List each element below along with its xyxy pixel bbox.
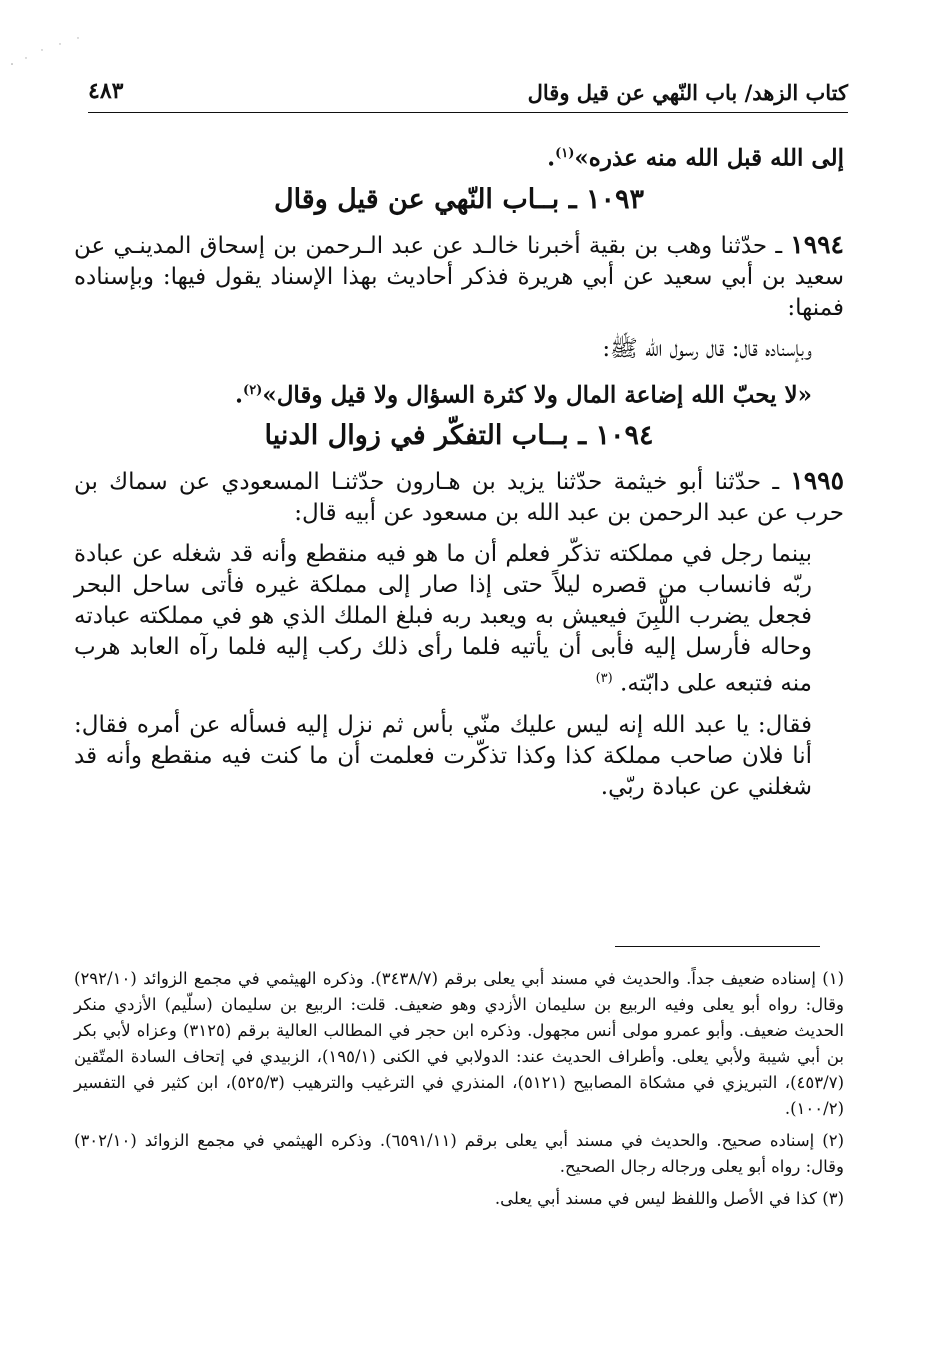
opening-line: إلى الله قبل الله منه عذره»$^{(١)}$. <box>547 144 844 172</box>
footnote-text: إسناده ضعيف جداً. والحديث في مسند أبي يعلى برقم (٣٤٣٨/٧). وذكره الهيثمي في مجمع الزوائد (٢٩٢/١٠) وقال: رواه أبو يعلى وفيه الربيع بن سليمان الأزدي وهو ضعيف. قلت: الربيع بن سليمان (سلّيم) الأزدي منكر الحديث ضعيف. وأبو عمرو مولى أنس مجهول. وذكره ابن حجر في المطالب العالية برقم (٣١٢٥) وعزاه لأبي بكر بن أبي شيبة ولأبي يعلى. وأطراف الحديث عند: الدولابي في الكنى (١٩٥/١)، الزبيدي في إتحاف السادة المتّقين (٤٥٣/٧)، التبريزي في مشكاة المصابيح (٥١٢١)، المنذري في الترغيب والترهيب (٥٢٥/٣)، ابن كثير في التفسير (١٠٠/٢). <box>74 969 844 1118</box>
footnote-3 <box>74 1186 844 1212</box>
footnote-2 <box>74 1128 844 1180</box>
hadith-1995: ١٩٩٥ ـ حدّثنا أبو خيثمة حدّثنا يزيد بن هـارون حدّثنـا المسعودي عن سماك بن حرب عن عبد الرحمن بن عبد الله بن مسعود عن أبيه قال: <box>74 466 844 527</box>
chapter-number: ١٠٩٤ <box>595 420 654 452</box>
footnote-text: إسناده صحيح. والحديث في مسند أبي يعلى برقم (٦٥٩١/١١). وذكره الهيثمي في مجمع الزوائد (٣٠٢/١٠) وقال: رواه أبو يعلى ورجاله رجال الصحيح. <box>74 1131 844 1176</box>
scan-speckle <box>8 28 88 68</box>
chapter-title: بــاب النّهي عن قيل وقال <box>273 183 560 215</box>
hadith-text: حدّثنا وهب بن بقية أخبرنا خالـد عن عبد الـرحمن بن إسحاق المدينـي عن سعيد بن أبي سعيد عن أبي هريرة فذكر أحاديث بهذا الإسناد يقول فيها: وبإسناده فمنها: <box>74 232 844 321</box>
page-number: ٤٨٣ <box>88 78 124 104</box>
footnote-ref-2: (٢) <box>243 382 263 398</box>
chapter-heading-1093: ١٠٩٣ ـ بــاب النّهي عن قيل وقال <box>273 183 645 215</box>
footnote-label: (٣) <box>822 1189 844 1208</box>
hadith-1995-para2: فقال: يا عبد الله إنه ليس عليك منّي بأس ثم نزل إليه فسأله عن أمره فقال: أنا فلان صاحب مملكة كذا وكذا تذكّرت فعلمت أن ما كنت فيه منقطع وأنه قد شغلني عن عبادة ربّي. <box>74 711 812 800</box>
page-header <box>88 78 848 113</box>
hadith-1994: ١٩٩٤ ـ حدّثنا وهب بن بقية أخبرنا خالـد عن عبد الـرحمن بن إسحاق المدينـي عن سعيد بن أبي سعيد عن أبي هريرة فذكر أحاديث بهذا الإسناد يقول فيها: وبإسناده فمنها: <box>74 229 844 321</box>
chapter-number: ١٠٩٣ <box>586 183 645 215</box>
footnote-separator <box>615 946 820 947</box>
footnote-1 <box>74 966 844 1122</box>
chapter-heading-1094: ١٠٩٤ ـ بــاب التفكّر في زوال الدنيا <box>264 420 654 452</box>
hadith-number: ١٩٩٤ <box>790 229 844 259</box>
footnote-text: كذا في الأصل واللفظ ليس في مسند أبي يعلى. <box>494 1189 817 1208</box>
hadith-1995-para1: بينما رجل في مملكته تذكّر فعلم أن ما هو فيه منقطع وأنه قد شغله عن عبادة ربّه فانساب من قصره ليلاً حتى إذا صار إلى مملكة غيره فأتى ساحل البحر فجعل يضرب اللَّبِنَ فيعيش به ويعبد ربه فبلغ الملك الذي هو في مملكته عبادته وحاله فأرسل إليه فأبى أن يأتيه فلما رأى ذلك ركب إليه فلما رآه العابد هرب منه فتبعه على دابّته. $^{(٣)}$ <box>74 541 812 697</box>
hadith-text: حدّثنا أبو خيثمة حدّثنا يزيد بن هـارون حدّثنـا المسعودي عن سماك بن حرب عن عبد الرحمن بن عبد الله بن مسعود عن أبيه قال: <box>74 469 844 527</box>
hadith-number: ١٩٩٥ <box>790 466 844 496</box>
running-title: كتاب الزهد/ باب النّهي عن قيل وقال <box>527 80 848 105</box>
main-text <box>74 138 844 813</box>
footnote-label: (٢) <box>822 1131 844 1150</box>
hadith-1994-matn: «لا يحبّ الله إضاعة المال ولا كثرة السؤال ولا قيل وقال»$^{(٢)}$. <box>235 381 812 409</box>
footnote-ref-1: (١) <box>555 146 575 161</box>
chapter-title: بــاب التفكّر في زوال الدنيا <box>264 420 569 452</box>
footnote-ref-3: (٣) <box>595 671 613 687</box>
footnote-label: (١) <box>822 969 844 988</box>
hadith-1994-isnad: وبإسناده قال: قال رسول الله ﷺ: <box>602 335 812 362</box>
footnotes <box>74 966 844 1218</box>
